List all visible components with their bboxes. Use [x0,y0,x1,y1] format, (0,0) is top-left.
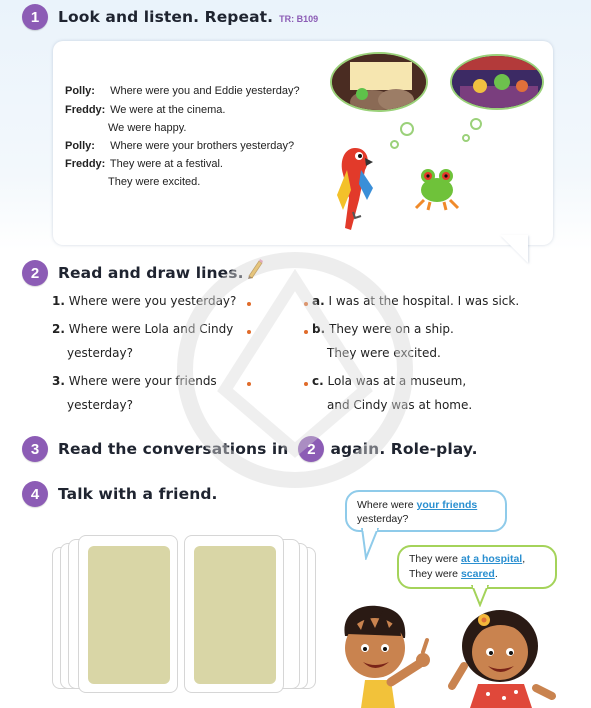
bubble-text: yesterday? [357,513,409,525]
dialogue-text: Where were you and Eddie yesterday? [110,85,300,97]
answer-a-dot[interactable] [304,302,308,306]
answer-a [312,294,519,308]
question-2-dot[interactable] [247,330,251,334]
answer-c [312,374,466,388]
answer-c-dot[interactable] [304,382,308,386]
question-text: Where were Lola and Cindy [68,322,234,336]
question-number: 3. [52,374,65,388]
card-right-front[interactable] [184,535,284,693]
speaker-label: Polly: [65,140,95,152]
speech-bubble-answer [397,545,557,589]
section-1-title: Look and listen. Repeat. [58,8,274,26]
dialogue-panel-tail [500,235,528,263]
question-text: Where were your friends [68,374,217,388]
section-4-header [22,481,218,507]
question-1 [52,294,236,308]
card-left-face [88,546,170,684]
frog-illustration [412,162,462,212]
answer-b-continued: They were excited. [327,346,441,360]
question-3 [52,374,217,388]
boy-illustration [335,604,440,708]
speech-bubble-tail [470,585,490,607]
section-3-header [22,436,478,462]
section-3-title-after: again. Role-play. [330,440,478,458]
bubble-text: , [522,553,526,565]
question-number: 1. [52,294,65,308]
question-2 [52,322,233,336]
dialogue-line-3 [65,140,294,152]
question-1-dot[interactable] [247,302,251,306]
question-text: Where were you yesterday? [68,294,237,308]
answer-text: They were on a ship. [328,322,454,336]
section-1-header [22,4,318,30]
section-4-title: Talk with a friend. [58,485,218,503]
answer-text: I was at the hospital. I was sick. [328,294,520,308]
section-1-number-badge: 1 [22,4,48,30]
thought-dot [470,118,482,130]
bubble-text: They were [409,568,459,580]
bubble-blank: scared [460,568,495,580]
section-3-reference-badge: 2 [298,436,324,462]
section-2-number-badge: 2 [22,260,48,286]
dialogue-text: Where were your brothers yesterday? [110,140,295,152]
dialogue-text: They were at a festival. [109,158,223,170]
thought-dot [400,122,414,136]
card-right-face [194,546,276,684]
dialogue-line-4 [65,158,223,170]
bubble-text: Where were [357,499,414,511]
section-4-number-badge: 4 [22,481,48,507]
speech-bubble-tail [360,528,380,560]
speaker-label: Polly: [65,85,95,97]
question-number: 2. [52,322,65,336]
thought-dot [390,140,399,149]
speech-bubble-question [345,490,507,532]
answer-letter: a. [312,294,325,308]
track-code[interactable]: TR: B109 [279,13,319,24]
bubble-blank: your friends [416,499,478,511]
festival-thought-bubble [450,54,544,110]
dialogue-text-continued: They were excited. [108,176,201,188]
question-3-continued: yesterday? [67,398,133,412]
dialogue-line-2 [65,104,225,116]
dialogue-line-1 [65,85,300,97]
card-left-front[interactable] [78,535,178,693]
section-2-title: Read and draw lines. [58,264,244,282]
speaker-label: Freddy: [65,104,106,116]
section-2-header [22,260,264,286]
answer-c-continued: and Cindy was at home. [327,398,473,412]
answer-text: Lola was at a museum, [327,374,467,388]
answer-letter: b. [312,322,326,336]
cinema-thought-bubble [330,52,428,112]
dialogue-text: We were at the cinema. [110,104,226,116]
parrot-illustration [325,140,385,235]
bubble-text: They were [409,553,459,565]
answer-b [312,322,454,336]
section-3-number-badge: 3 [22,436,48,462]
thought-dot [462,134,470,142]
answer-letter: c. [312,374,324,388]
pencil-icon [246,258,264,280]
section-3-title-before: Read the conversations in [58,440,289,458]
answer-b-dot[interactable] [304,330,308,334]
question-2-continued: yesterday? [67,346,133,360]
speaker-label: Freddy: [65,158,106,170]
bubble-text: . [494,568,498,580]
bubble-blank: at a hospital [460,553,523,565]
dialogue-text-continued: We were happy. [108,122,187,134]
question-3-dot[interactable] [247,382,251,386]
girl-illustration [448,606,558,708]
